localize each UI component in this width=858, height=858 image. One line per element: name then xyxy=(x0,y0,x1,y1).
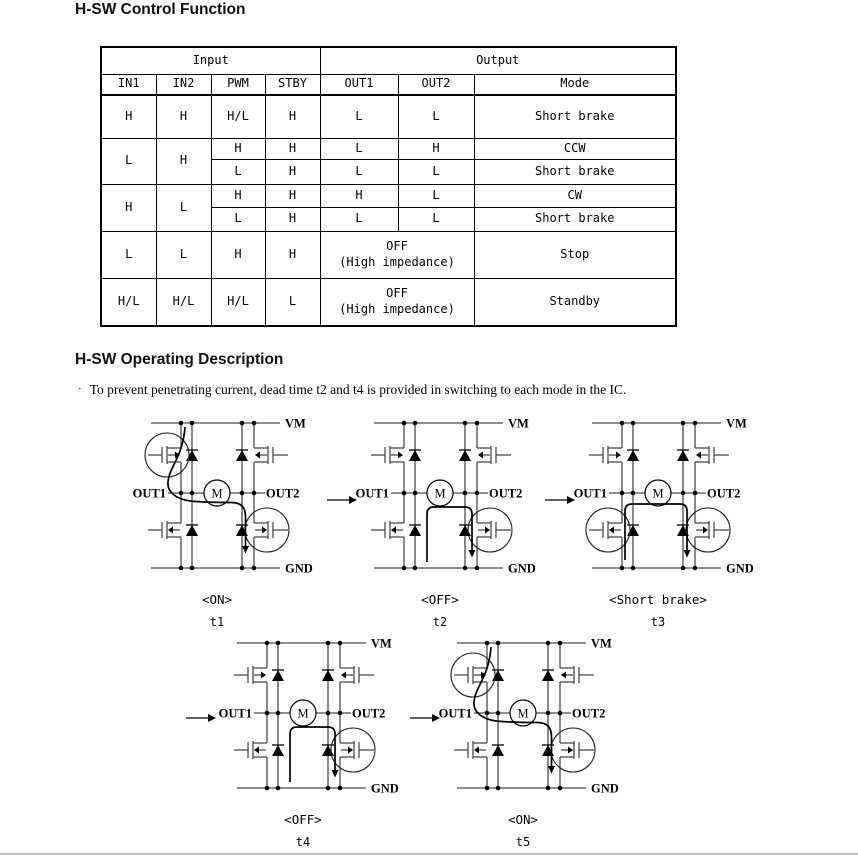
junction-dot xyxy=(190,491,195,496)
table-cell: Short brake xyxy=(474,95,676,138)
transition-arrow-2 xyxy=(544,492,576,508)
table-cell: L xyxy=(156,231,211,278)
junction-dot xyxy=(276,711,281,716)
diagram-caption: <OFF> xyxy=(421,592,459,607)
mosfet-bottom-left xyxy=(589,521,622,539)
diode-top-left xyxy=(409,450,421,461)
hbridge-diagram-t3 xyxy=(573,415,768,630)
diagram-time-label: t5 xyxy=(515,835,531,849)
out1-label: OUT1 xyxy=(218,706,252,721)
diode-top-right xyxy=(677,450,689,461)
table-cell: H/L xyxy=(211,95,265,138)
table-cell: L xyxy=(156,184,211,231)
junction-dot xyxy=(326,711,331,716)
hbridge-diagram-t4 xyxy=(218,635,413,850)
junction-dot xyxy=(475,566,480,571)
diagram-caption: <Short brake> xyxy=(609,592,707,607)
junction-dot xyxy=(558,786,563,791)
junction-dot xyxy=(402,566,407,571)
hbridge-diagram-t2 xyxy=(355,415,550,630)
gnd-label: GND xyxy=(591,781,619,796)
junction-dot xyxy=(496,711,501,716)
column-header-out2: OUT2 xyxy=(398,74,474,95)
vm-label: VM xyxy=(371,636,392,651)
column-header-pwm: PWM xyxy=(211,74,265,95)
column-header-in1: IN1 xyxy=(101,74,156,95)
junction-dot xyxy=(402,491,407,496)
junction-dot xyxy=(413,491,418,496)
junction-dot xyxy=(693,491,698,496)
table-cell: L xyxy=(101,138,156,184)
junction-dot xyxy=(276,641,281,646)
table-cell: H xyxy=(211,184,265,207)
junction-dot xyxy=(496,641,501,646)
cell-line: (High impedance) xyxy=(339,254,455,269)
vm-label: VM xyxy=(508,416,529,431)
junction-dot xyxy=(265,711,270,716)
mosfet-top-right xyxy=(340,666,374,684)
gnd-label: GND xyxy=(726,561,754,576)
out2-label: OUT2 xyxy=(352,706,386,721)
table-cell: H/L xyxy=(156,278,211,326)
table-cell: CW xyxy=(474,184,676,207)
table-cell: Short brake xyxy=(474,207,676,231)
motor-label: M xyxy=(434,486,446,501)
table-cell: H xyxy=(265,138,320,159)
diagram-time-label: t4 xyxy=(295,835,311,849)
mosfet-bottom-right xyxy=(560,741,594,759)
table-cell: Stop xyxy=(474,231,676,278)
out2-label: OUT2 xyxy=(707,486,741,501)
diode-top-right xyxy=(459,450,471,461)
table-cell: L xyxy=(398,207,474,231)
mosfet-bottom-right xyxy=(695,521,729,539)
transition-arrow-3 xyxy=(185,710,217,726)
table-cell: CCW xyxy=(474,138,676,159)
diode-top-left xyxy=(627,450,639,461)
out2-label: OUT2 xyxy=(489,486,523,501)
table-cell: Short brake xyxy=(474,159,676,184)
table-cell: L xyxy=(398,184,474,207)
mosfet-bottom-left xyxy=(234,741,267,759)
diode-top-right xyxy=(542,670,554,681)
table-cell: L xyxy=(320,207,398,231)
junction-dot xyxy=(326,786,331,791)
mosfet-bottom-right xyxy=(340,741,374,759)
diode-bottom-left xyxy=(409,525,421,536)
motor-label: M xyxy=(211,486,223,501)
transition-arrow-1 xyxy=(326,492,358,508)
diode-top-left xyxy=(186,450,198,461)
junction-dot xyxy=(190,566,195,571)
junction-dot xyxy=(190,421,195,426)
table-cell: L xyxy=(320,138,398,159)
junction-dot xyxy=(475,421,480,426)
diode-bottom-left xyxy=(186,525,198,536)
diode-bottom-right xyxy=(459,525,471,536)
gnd-label: GND xyxy=(285,561,313,576)
junction-dot xyxy=(252,421,257,426)
diode-top-left xyxy=(492,670,504,681)
column-header-mode: Mode xyxy=(474,74,676,95)
table-cell: H xyxy=(211,138,265,159)
junction-dot xyxy=(475,491,480,496)
junction-dot xyxy=(240,421,245,426)
gnd-label: GND xyxy=(508,561,536,576)
junction-dot xyxy=(546,786,551,791)
table-cell: L xyxy=(265,278,320,326)
mosfet-top-left xyxy=(589,446,622,464)
cell-line: OFF xyxy=(386,238,408,253)
junction-dot xyxy=(693,566,698,571)
out2-label: OUT2 xyxy=(266,486,300,501)
junction-dot xyxy=(402,421,407,426)
junction-dot xyxy=(485,641,490,646)
table-cell: H xyxy=(265,231,320,278)
table-cell: H xyxy=(265,184,320,207)
table-cell: H xyxy=(101,95,156,138)
table-cell: H/L xyxy=(211,278,265,326)
junction-dot xyxy=(558,641,563,646)
hbridge-diagram-t5 xyxy=(438,635,633,850)
junction-dot xyxy=(240,491,245,496)
junction-dot xyxy=(681,491,686,496)
section-heading-control-function: H-SW Control Function xyxy=(75,1,246,18)
page-bottom-divider xyxy=(0,853,858,855)
table-cell: L xyxy=(320,95,398,138)
column-header-in2: IN2 xyxy=(156,74,211,95)
junction-dot xyxy=(463,491,468,496)
junction-dot xyxy=(620,421,625,426)
diode-top-right xyxy=(236,450,248,461)
junction-dot xyxy=(631,421,636,426)
table-cell: H xyxy=(156,95,211,138)
junction-dot xyxy=(546,641,551,646)
mosfet-top-right xyxy=(695,446,729,464)
mosfet-top-left xyxy=(371,446,404,464)
diode-bottom-left xyxy=(272,745,284,756)
diode-bottom-left xyxy=(492,745,504,756)
junction-dot xyxy=(681,566,686,571)
junction-dot xyxy=(631,566,636,571)
table-cell: H xyxy=(211,231,265,278)
junction-dot xyxy=(463,421,468,426)
mosfet-bottom-left xyxy=(148,521,181,539)
junction-dot xyxy=(620,566,625,571)
junction-dot xyxy=(276,786,281,791)
junction-dot xyxy=(326,641,331,646)
table-cell: H xyxy=(156,138,211,184)
diagram-caption: <OFF> xyxy=(284,812,322,827)
junction-dot xyxy=(413,421,418,426)
group-header-input: Input xyxy=(101,47,320,74)
table-cell: H/L xyxy=(101,278,156,326)
junction-dot xyxy=(338,786,343,791)
cell-line: (High impedance) xyxy=(339,301,455,316)
junction-dot xyxy=(179,566,184,571)
motor-label: M xyxy=(517,706,529,721)
gnd-label: GND xyxy=(371,781,399,796)
table-cell: H xyxy=(265,95,320,138)
table-cell: L xyxy=(398,95,474,138)
table-cell: Standby xyxy=(474,278,676,326)
junction-dot xyxy=(179,491,184,496)
junction-dot xyxy=(496,786,501,791)
table-cell: H xyxy=(398,138,474,159)
junction-dot xyxy=(558,711,563,716)
table-cell: L xyxy=(320,159,398,184)
mosfet-bottom-right xyxy=(477,521,511,539)
out1-label: OUT1 xyxy=(132,486,166,501)
motor-label: M xyxy=(297,706,309,721)
mosfet-top-left xyxy=(234,666,267,684)
mosfet-bottom-left xyxy=(371,521,404,539)
transition-arrow-4 xyxy=(409,710,441,726)
table-cell: H xyxy=(320,184,398,207)
junction-dot xyxy=(338,711,343,716)
mosfet-top-right xyxy=(560,666,594,684)
vm-label: VM xyxy=(591,636,612,651)
table-cell: L xyxy=(211,207,265,231)
table-cell: L xyxy=(211,159,265,184)
table-cell: L xyxy=(398,159,474,184)
junction-dot xyxy=(252,566,257,571)
table-cell: H xyxy=(265,159,320,184)
section-heading-operating-description: H-SW Operating Description xyxy=(75,351,284,368)
junction-dot xyxy=(265,641,270,646)
out1-label: OUT1 xyxy=(573,486,607,501)
junction-dot xyxy=(179,421,184,426)
out2-label: OUT2 xyxy=(572,706,606,721)
note-bullet: · xyxy=(78,383,82,395)
junction-dot xyxy=(265,786,270,791)
junction-dot xyxy=(485,711,490,716)
diode-top-right xyxy=(322,670,334,681)
junction-dot xyxy=(463,566,468,571)
junction-dot xyxy=(620,491,625,496)
mosfet-bottom-left xyxy=(454,741,487,759)
mosfet-top-right xyxy=(254,446,288,464)
out1-label: OUT1 xyxy=(438,706,472,721)
column-header-stby: STBY xyxy=(265,74,320,95)
junction-dot xyxy=(693,421,698,426)
junction-dot xyxy=(240,566,245,571)
column-header-out1: OUT1 xyxy=(320,74,398,95)
junction-dot xyxy=(681,421,686,426)
hbridge-diagram-t1 xyxy=(132,415,327,630)
diode-top-left xyxy=(272,670,284,681)
cell-line: OFF xyxy=(386,286,408,301)
mosfet-top-right xyxy=(477,446,511,464)
junction-dot xyxy=(413,566,418,571)
vm-label: VM xyxy=(285,416,306,431)
diode-bottom-right xyxy=(322,745,334,756)
diagram-time-label: t2 xyxy=(432,615,448,629)
table-cell: H xyxy=(265,207,320,231)
diagram-caption: <ON> xyxy=(507,812,539,827)
junction-dot xyxy=(252,491,257,496)
diagram-time-label: t1 xyxy=(209,615,225,629)
group-header-output: Output xyxy=(320,47,676,74)
note-text: To prevent penetrating current, dead time t2 and t4 is provided in switching to each mode in the IC. xyxy=(89,382,627,397)
diode-bottom-left xyxy=(627,525,639,536)
junction-dot xyxy=(338,641,343,646)
table-cell: H xyxy=(101,184,156,231)
vm-label: VM xyxy=(726,416,747,431)
junction-dot xyxy=(631,491,636,496)
diagram-caption: <ON> xyxy=(201,592,233,607)
table-cell: L xyxy=(101,231,156,278)
out1-label: OUT1 xyxy=(355,486,389,501)
junction-dot xyxy=(485,786,490,791)
diagram-time-label: t3 xyxy=(650,615,666,629)
mosfet-bottom-right xyxy=(254,521,288,539)
junction-dot xyxy=(546,711,551,716)
motor-label: M xyxy=(652,486,664,501)
